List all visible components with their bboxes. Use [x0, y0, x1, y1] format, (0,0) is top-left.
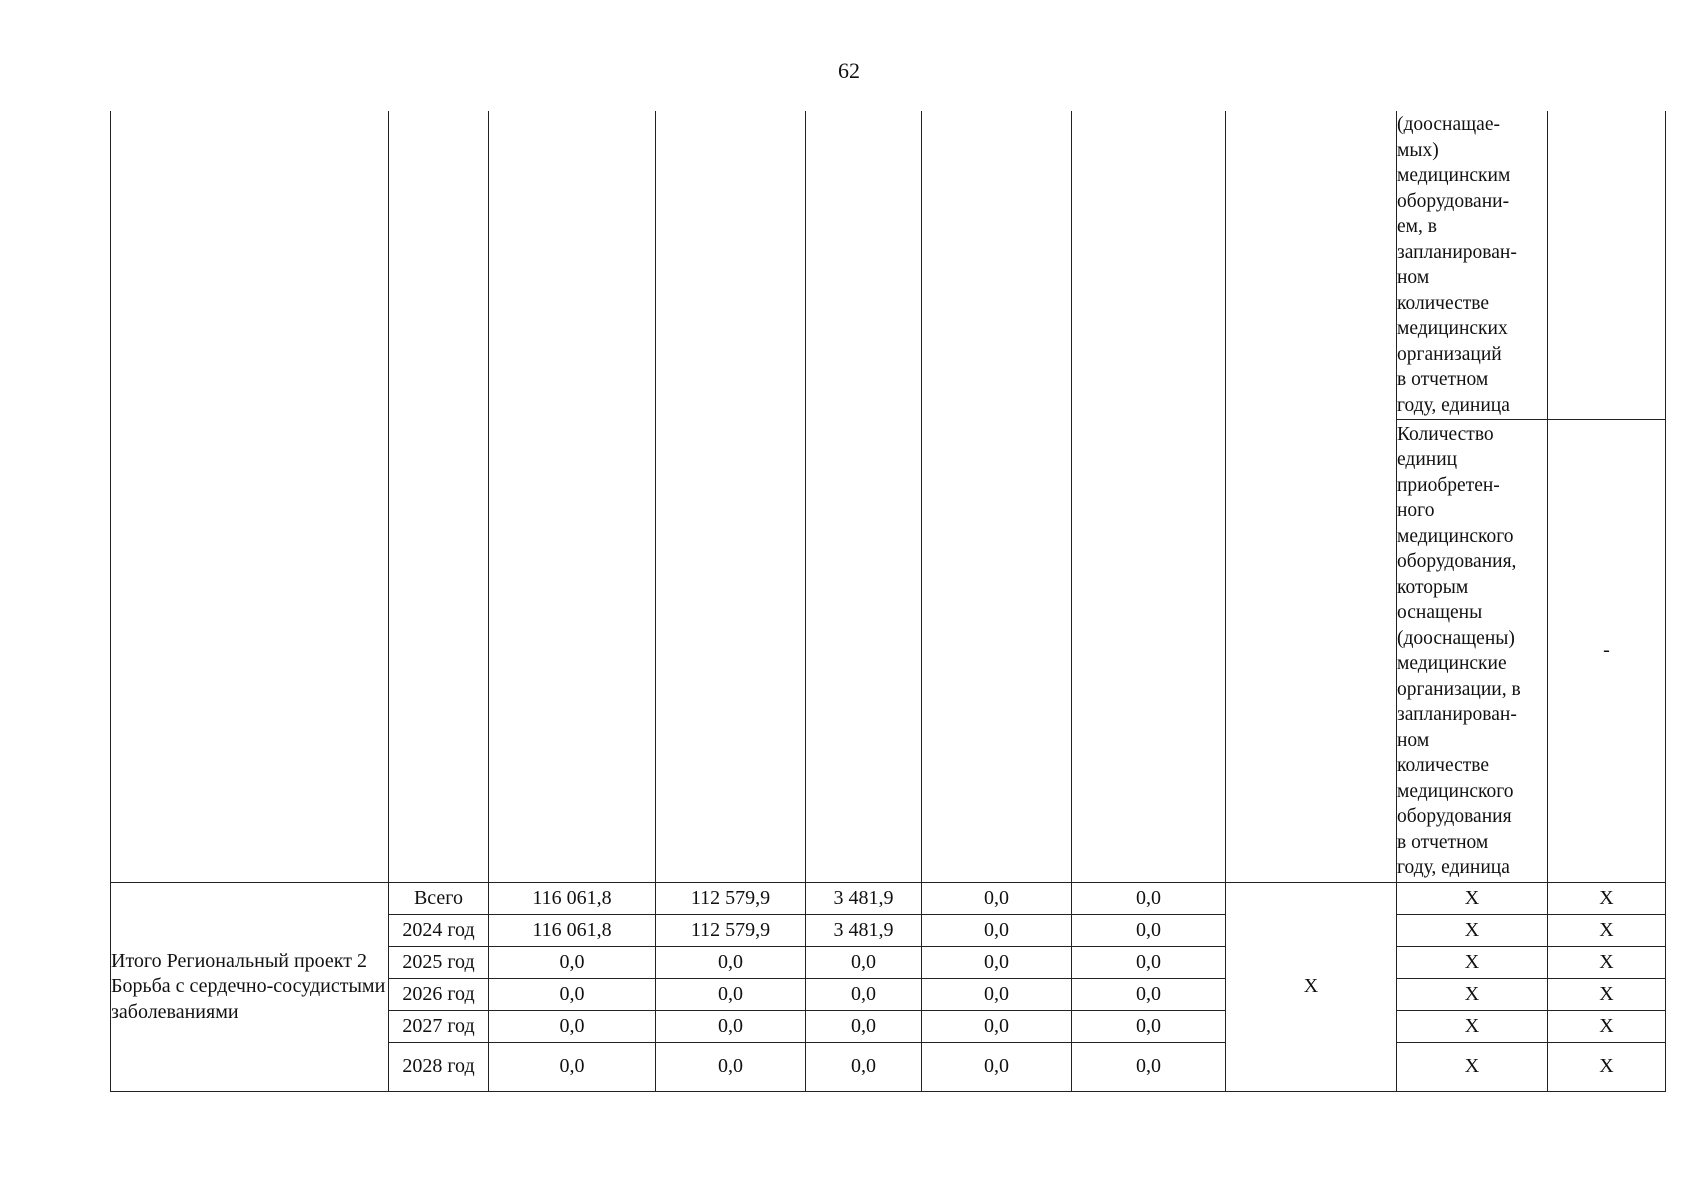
- empty-cell: [1226, 111, 1397, 883]
- indicator-2-line: медицинского: [1397, 780, 1514, 802]
- value-cell: 0,0: [489, 979, 656, 1011]
- empty-cell: [806, 111, 922, 883]
- empty-cell: [389, 111, 489, 883]
- period-cell: 2024 год: [389, 915, 489, 947]
- value-cell: 0,0: [806, 979, 922, 1011]
- indicator-1-line: (дооснащае-: [1397, 114, 1500, 135]
- value-cell: 0,0: [1072, 1043, 1226, 1092]
- indicator-2-line: приобретен-: [1397, 474, 1500, 496]
- value-cell: 0,0: [806, 1043, 922, 1092]
- value-cell: 3 481,9: [806, 883, 922, 915]
- indicator-1-line: оборудовани-: [1397, 190, 1510, 212]
- value-cell: 0,0: [922, 1011, 1072, 1043]
- period-cell: 2028 год: [389, 1043, 489, 1092]
- indicator-1-line: ем, в: [1397, 216, 1437, 237]
- x-cell: X: [1548, 883, 1666, 915]
- indicator-2-cell: [1397, 420, 1548, 883]
- indicator-1-line: запланирован-: [1397, 241, 1517, 263]
- value-cell: 0,0: [489, 1011, 656, 1043]
- value-cell: 0,0: [656, 1043, 806, 1092]
- indicator-2-line: ного: [1397, 500, 1435, 521]
- empty-cell: [111, 111, 389, 883]
- indicator-2-line: оснащены: [1397, 602, 1483, 623]
- value-cell: 0,0: [922, 947, 1072, 979]
- value-cell: 0,0: [1072, 883, 1226, 915]
- value-cell: 112 579,9: [656, 915, 806, 947]
- indicator-1-cell: [1397, 111, 1548, 420]
- x-cell: X: [1548, 915, 1666, 947]
- indicator-2-value: -: [1548, 420, 1666, 883]
- value-cell: 0,0: [489, 947, 656, 979]
- indicator-2-line: медицинские: [1397, 653, 1507, 674]
- value-cell: 116 061,8: [489, 883, 656, 915]
- indicator-2-line: оборудования,: [1397, 551, 1517, 572]
- period-cell: 2027 год: [389, 1011, 489, 1043]
- value-cell: 0,0: [1072, 947, 1226, 979]
- page-number: 62: [838, 58, 860, 83]
- value-cell: 0,0: [656, 979, 806, 1011]
- indicator-2-line: количестве: [1397, 755, 1490, 776]
- indicator-1-line: году, единица: [1397, 394, 1510, 416]
- merged-x-cell: X: [1226, 883, 1397, 1092]
- indicator-2-line: которым: [1397, 576, 1469, 598]
- indicator-2-line: (дооснащены): [1397, 627, 1515, 649]
- value-cell: 0,0: [922, 883, 1072, 915]
- indicator-2-line: оборудования: [1397, 806, 1512, 827]
- value-cell: 0,0: [656, 947, 806, 979]
- indicator-1-line: количестве: [1397, 292, 1490, 314]
- value-cell: 0,0: [806, 1011, 922, 1043]
- indicator-1-line: медицинским: [1397, 165, 1511, 186]
- value-cell: 0,0: [922, 979, 1072, 1011]
- x-cell: X: [1397, 1043, 1548, 1092]
- empty-cell: [1072, 111, 1226, 883]
- indicator-2-line: запланирован-: [1397, 704, 1517, 725]
- value-cell: 0,0: [1072, 979, 1226, 1011]
- x-cell: X: [1397, 883, 1548, 915]
- indicator-2-line: единиц: [1397, 449, 1458, 470]
- empty-cell: [922, 111, 1072, 883]
- period-cell: 2026 год: [389, 979, 489, 1011]
- x-cell: X: [1397, 947, 1548, 979]
- x-cell: X: [1548, 1043, 1666, 1092]
- empty-cell: [489, 111, 656, 883]
- indicator-2-line: организации, в: [1397, 678, 1521, 700]
- x-cell: X: [1548, 979, 1666, 1011]
- value-cell: 116 061,8: [489, 915, 656, 947]
- indicator-1-line: организаций: [1397, 343, 1502, 365]
- period-cell: Всего: [389, 883, 489, 915]
- value-cell: 0,0: [656, 1011, 806, 1043]
- value-cell: 0,0: [922, 915, 1072, 947]
- period-cell: 2025 год: [389, 947, 489, 979]
- total-label: Итого Региональный проект 2 Борьба с сердечно-сосудистыми заболеваниями: [111, 883, 389, 1092]
- empty-cell: [656, 111, 806, 883]
- indicator-1-line: в отчетном: [1397, 369, 1489, 390]
- indicator-2-line: ном: [1397, 729, 1430, 751]
- x-cell: X: [1548, 1011, 1666, 1043]
- value-cell: 0,0: [489, 1043, 656, 1092]
- x-cell: X: [1397, 1011, 1548, 1043]
- indicator-1-line: ном: [1397, 267, 1430, 288]
- indicator-2-line: медицинского: [1397, 525, 1514, 547]
- x-cell: X: [1397, 979, 1548, 1011]
- indicator-1-value: [1548, 111, 1666, 420]
- value-cell: 0,0: [806, 947, 922, 979]
- table-row: [111, 883, 1666, 915]
- indicator-2-line: Количество: [1397, 423, 1494, 445]
- indicator-2-line: году, единица: [1397, 857, 1510, 878]
- x-cell: X: [1548, 947, 1666, 979]
- value-cell: 3 481,9: [806, 915, 922, 947]
- value-cell: 112 579,9: [656, 883, 806, 915]
- value-cell: 0,0: [922, 1043, 1072, 1092]
- indicator-1-line: медицинских: [1397, 318, 1508, 339]
- indicator-1-line: мых): [1397, 139, 1439, 161]
- value-cell: 0,0: [1072, 915, 1226, 947]
- continuation-row-1: [111, 111, 1666, 420]
- indicator-2-line: в отчетном: [1397, 831, 1489, 853]
- budget-table: [110, 111, 1666, 1092]
- x-cell: X: [1397, 915, 1548, 947]
- value-cell: 0,0: [1072, 1011, 1226, 1043]
